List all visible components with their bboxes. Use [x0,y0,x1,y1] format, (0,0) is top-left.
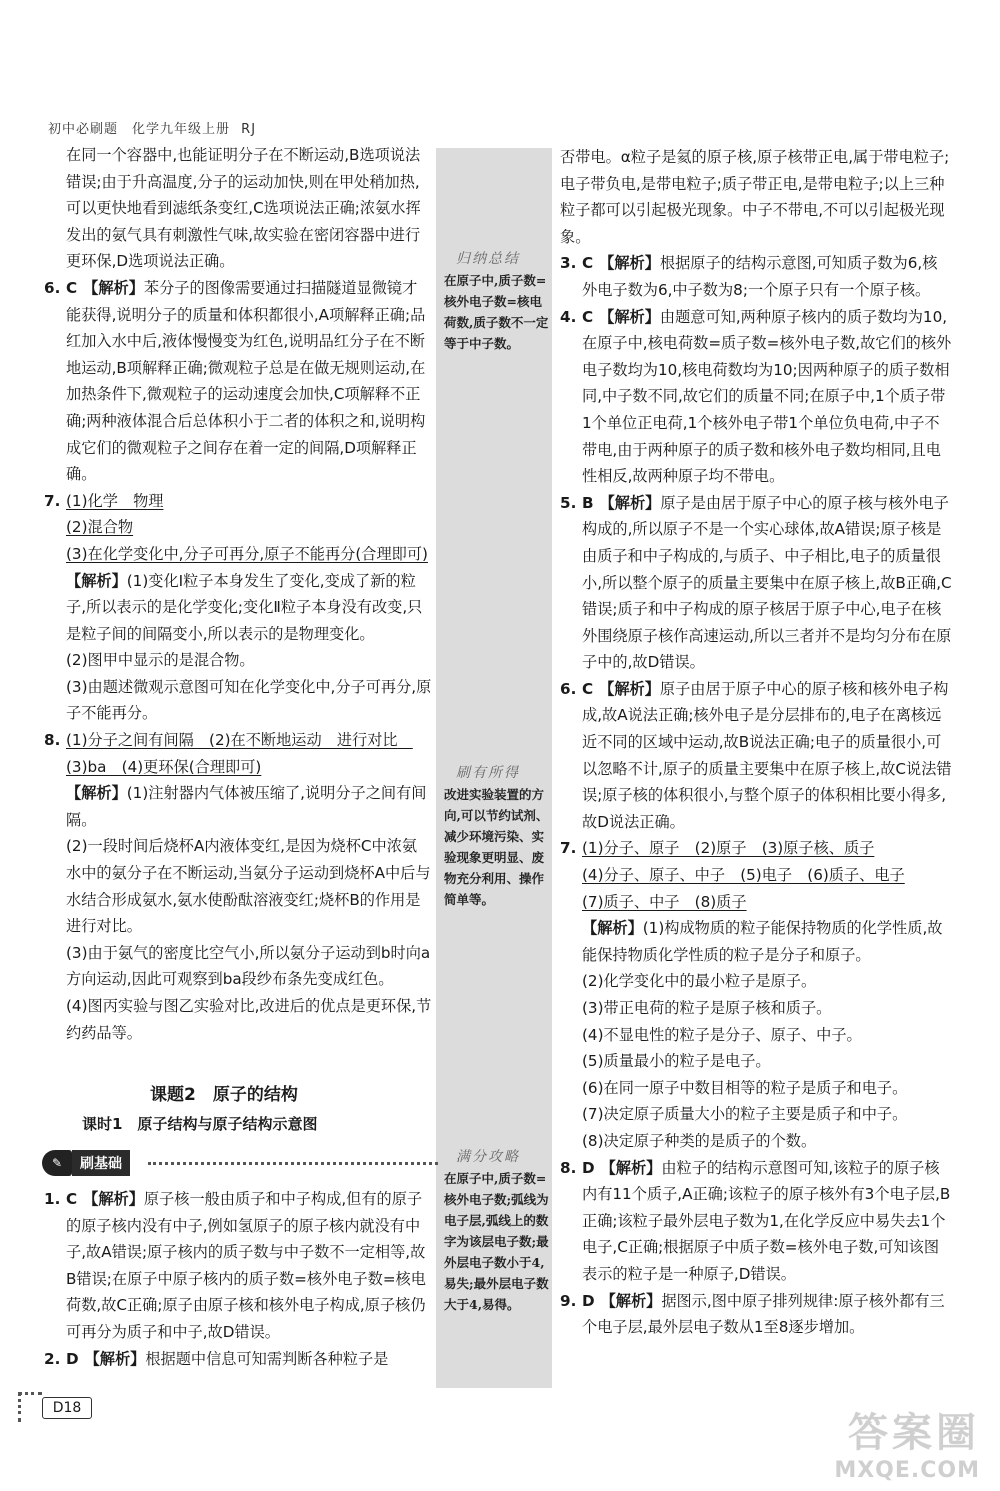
answer-item-8 [44,727,432,1046]
item-number: 3. [560,254,577,273]
analysis-text: 据图示,图中原子排列规律:原子核外都有三个电子层,最外层电子数从1至8逐步增加。 [582,1291,945,1337]
analysis-text: 原子是由居于原子中心的原子核与核外电子构成的,所以原子不是一个实心球体,故A错误;原子核是由质子和中子构成的,与质子、中子相比,电子的质量很小,所以整个原子的质量主要集中在原子核上,故B正确,C错误;质子和中子构成的原子核居于原子中心,电子在核外围绕原子核作高速运动,所以三者并不是均匀分布在原子中的,故D错误。 [582,493,952,672]
analysis-text: 由题意可知,两种原子核内的质子数均为10,在原子中,核电荷数=质子数=核外电子数,故它们的核外电子数均为10,核电荷数均为10;因两种原子的质子数相同,中子数不同,故它们的质量不同;在原子中,1个质子带1个单位正电荷,1个核外电子带1个单位负电荷,中子不带电,由于两种原子的质子数和核外电子数均相同,且电性相反,故两种原子均不带电。 [582,307,952,486]
analysis-text: (3)由于氨气的密度比空气小,所以氨分子运动到b时向a方向运动,因此可观察到ba段纱布条先变成红色。 [66,943,431,989]
answer-line: (2)混合物 [66,518,134,537]
corner-dots [18,1392,42,1422]
answer-item-b2 [44,1346,432,1373]
answer-letter: C [582,679,594,698]
analysis-text: (8)决定原子种类的是质子的个数。 [582,1131,817,1150]
item-number: 5. [560,493,577,512]
item-number: 7. [560,839,577,858]
watermark [834,1401,980,1483]
answer-letter: C [582,307,594,326]
answer-letter: D [582,1158,595,1177]
badge-label: 刷基础 [72,1150,130,1176]
item-number: 2. [44,1349,61,1368]
item-number: 1. [44,1190,61,1208]
item-number: 6. [560,679,577,698]
q5-continuation: 在同一个容器中,也能证明分子在不断运动,B选项说法错误;由于升高温度,分子的运动加快,则在甲处稍加热,可以更快地看到滤纸条变红,C选项说法正确;浓氨水挥发出的氨气具有刺激性气味,故实验在密闭容器中进行更环保,D选项说法正确。 [66,146,421,271]
analysis-text: (6)在同一原子中数目相等的粒子是质子和电子。 [582,1078,908,1097]
answer-line: (1)化学 物理 [66,491,164,510]
note-title-strategy: 满分攻略 [456,1149,520,1165]
answer-line: (1)分子之间有间隔 (2)在不断地运动 进行对比 (3)ba (4)更环保(合理即可) [66,731,413,776]
answer-item-b9 [560,1288,952,1341]
item-number: 8. [44,731,61,750]
brush-icon: ✎ [42,1150,72,1176]
analysis-tag: 【解析】 [600,1158,662,1177]
dotted-divider [148,1162,438,1165]
right-column [560,144,952,1341]
analysis-tag: 【解析】 [83,1190,144,1208]
item-number: 8. [560,1158,577,1177]
left-column [44,142,432,1046]
note-title-summary: 归纳总结 [456,251,520,267]
book-header [48,118,256,137]
analysis-text: (2)化学变化中的最小粒子是原子。 [582,972,817,991]
answer-letter: B [582,493,594,512]
answer-line: (4)分子、原子、中子 (5)电子 (6)质子、电子 [582,866,905,885]
answer-item-6 [44,275,432,488]
analysis-tag: 【解析】 [66,571,127,590]
answer-letter: C [582,254,594,273]
analysis-tag: 【解析】 [599,493,661,512]
analysis-tag: 【解析】 [83,278,144,297]
analysis-text: (5)质量最小的粒子是电子。 [582,1052,771,1071]
answer-letter: D [66,1349,79,1368]
analysis-text: 原子由居于原子中心的原子核和核外电子构成,故A说法正确;核外电子是分层排布的,电子在离核远近不同的区域中运动,故B说法正确;电子的质量很小,可以忽略不计,原子的质量主要集中在原子核上,故C说法错误;原子核的体积很小,与整个原子的体积相比要小得多,故D说法正确。 [582,679,952,831]
answer-item-b7 [560,835,952,1154]
b2-continuation: 否带电。α粒子是氦的原子核,原子核带正电,属于带电粒子;电子带负电,是带电粒子;质子带正电,是带电粒子;以上三种粒子都可以引起极光现象。中子不带电,不可以引起极光现象。 [560,148,950,246]
analysis-tag: 【解析】 [66,784,127,803]
answer-line: (7)质子、中子 (8)质子 [582,892,747,911]
analysis-text: 根据题中信息可知需判断各种粒子是 [145,1349,389,1368]
answer-letter: C [66,1190,78,1208]
answer-letter: D [582,1291,595,1310]
answer-item-7 [44,488,432,727]
item-number: 7. [44,491,61,510]
answer-item-b1 [44,1186,432,1346]
note-strategy: 在原子中,质子数=核外电子数;弧线为电子层,弧线上的数字为该层电子数;最外层电子数小于4,易失;最外层电子数大于4,易得。 [444,1171,549,1312]
answer-line: (1)分子、原子 (2)原子 (3)原子核、质子 [582,839,875,858]
analysis-text: 根据原子的结构示意图,可知质子数为6,核外电子数为6,中子数为8;一个原子只有一个原子核。 [582,254,938,299]
page-number: D18 [42,1397,92,1419]
analysis-tag: 【解析】 [582,919,643,938]
analysis-text: (4)图丙实验与图乙实验对比,改进后的优点是更环保,节约药品等。 [66,997,432,1042]
item-number: 9. [560,1291,577,1310]
watermark-url: MXQE.COM [834,1458,980,1483]
analysis-tag: 【解析】 [599,254,660,273]
item-number: 4. [560,307,577,326]
left-column-lower [44,1186,432,1372]
answer-item-b5 [560,490,952,676]
analysis-text: (1)构成物质的粒子能保持物质的化学性质,故能保持物质化学性质的粒子是分子和原子。 [582,919,943,964]
answer-line: (3)在化学变化中,分子可再分,原子不能再分(合理即可) [66,544,428,563]
edition-label: RJ [241,122,257,137]
practice-badge [42,1150,130,1176]
answer-item-b6 [560,676,952,836]
answer-letter: C [66,278,78,297]
analysis-tag: 【解析】 [600,1291,662,1310]
book-title: 初中必刷题 化学九年级上册 [48,122,231,137]
analysis-text: (7)决定原子质量大小的粒子主要是质子和中子。 [582,1105,908,1124]
analysis-text: (1)注射器内气体被压缩了,说明分子之间有间隔。 [66,784,427,829]
analysis-tag: 【解析】 [599,307,660,326]
analysis-text: (2)一段时间后烧杯A内液体变红,是因为烧杯C中浓氨水中的氨分子在不断运动,当氨分子运动到烧杯A中后与水结合形成氨水,氨水使酚酞溶液变红;烧杯B的作用是进行对比。 [66,837,431,936]
analysis-text: (3)带正电荷的粒子是原子核和质子。 [582,999,832,1017]
lesson-title: 课时1 原子结构与原子结构示意图 [82,1115,318,1133]
watermark-logo: 答案圈 [848,1410,980,1456]
analysis-text: 原子核一般由质子和中子构成,但有的原子的原子核内没有中子,例如氢原子的原子核内就没有中子,故A错误;原子核内的质子数与中子数不一定相等,故B错误;在原子中原子核内的质子数=核外电子数=核电荷数,故C正确;原子由原子核和核外电子构成,原子核仍可再分为质子和中子,故D错误。 [66,1190,426,1341]
analysis-text: 由粒子的结构示意图可知,该粒子的原子核内有11个质子,A正确;该粒子的原子核外有3个电子层,B正确;该粒子最外层电子数为1,在化学反应中易失去1个电子,C正确;根据原子中质子数=核外电子数,可知该图表示的粒子是一种原子,D错误。 [582,1158,951,1283]
analysis-text: 苯分子的图像需要通过扫描隧道显微镜才能获得,说明分子的质量和体积都很小,A项解释正确;品红加入水中后,液体慢慢变为红色,说明品红分子在不断地运动,B项解释正确;微观粒子总是在做无规则运动,在加热条件下,微观粒子的运动速度会加快,C项解释不正确;两种液体混合后总体积小于二者的体积之和,说明构成它们的微观粒子之间存在着一定的间隔,D项解释正确。 [66,278,426,484]
answer-item-b4 [560,304,952,490]
analysis-text: (3)由题述微观示意图可知在化学变化中,分子可再分,原子不能再分。 [66,677,432,723]
analysis-tag: 【解析】 [84,1349,146,1368]
analysis-text: (1)变化Ⅰ粒子本身发生了变化,变成了新的粒子,所以表示的是化学变化;变化Ⅱ粒子本身没有改变,只是粒子间的间隔变小,所以表示的是物理变化。 [66,571,423,643]
item-number: 6. [44,278,61,297]
note-gain: 改进实验装置的方向,可以节约试剂、减少环境污染、实验现象更明显、废物充分利用、操作简单等。 [444,787,549,907]
section-title: 课题2 原子的结构 [150,1085,298,1105]
analysis-text: (4)不显电性的粒子是分子、原子、中子。 [582,1025,862,1044]
analysis-tag: 【解析】 [599,679,660,698]
analysis-text: (2)图甲中显示的是混合物。 [66,651,255,670]
answer-item-b8 [560,1155,952,1288]
answer-item-b3 [560,250,952,303]
note-title-gain: 刷有所得 [456,765,520,781]
note-summary: 在原子中,质子数=核外电子数=核电荷数,质子数不一定等于中子数。 [444,273,549,351]
